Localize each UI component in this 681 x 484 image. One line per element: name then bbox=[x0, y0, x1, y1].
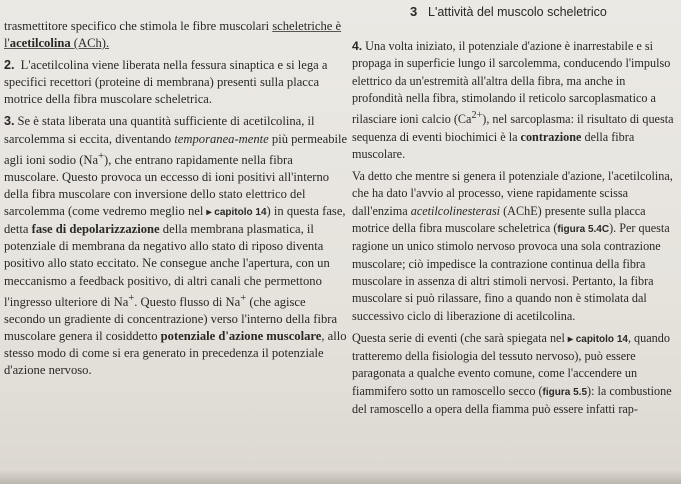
intro-text-1: trasmettitore specifico che stimola le fibre muscolari bbox=[4, 19, 270, 33]
acetilcolina-term: acetilcolina bbox=[9, 36, 71, 51]
paragraph-3-number: 3. bbox=[4, 114, 15, 129]
paragraph-3-italic: temporanea-mente bbox=[174, 131, 269, 146]
page-edge-shadow bbox=[0, 470, 681, 484]
sodium-charge-1: + bbox=[98, 150, 105, 162]
figure-5-4c-reference[interactable]: figura 5.4C bbox=[557, 224, 610, 236]
ache-text-a: Va detto che mentre si genera il potenziale d'azione, l'acetilcolina, che ha dato l'avvio al processo, viene rapidamente scissa dall'enzima bbox=[352, 169, 673, 218]
paragraph-3-text-a: Se è stata liberata una quantità sufficiente di acetilcolina, il sarcolemma si eccita, diventando bbox=[4, 114, 315, 146]
ache-text-c: ). Per questa ragione un unico stimolo nervoso provoca una sola contrazione muscolare; ciò impedisce la contrazione continua della fibra muscolare in assenza di altri stimoli nervosi. Pertanto, la fibra muscolare si può rilassare, fino a quando non è stimolata dal successivo ciclo di liberazione di acetilcolina. bbox=[352, 221, 670, 323]
paragraph-ache bbox=[352, 168, 674, 325]
paragraph-3-text-d: ) in questa fase, detta bbox=[4, 204, 346, 237]
paragraph-2 bbox=[4, 57, 349, 108]
paragraph-4-text-a: Una volta iniziato, il potenziale d'azione è inarrestabile e si propaga in superficie lungo il sarcolemma, conducendo l'impulso elettrico da un'estremità all'altra della fibra, ma anche in profondità nella fibra, stimolando il reticolo sarcoplasmatico a rilasciare ioni calcio (Ca bbox=[352, 39, 671, 127]
paragraph-3-text-f: . Questo flusso di Na bbox=[134, 294, 241, 309]
contraction-term: contrazione bbox=[520, 129, 582, 144]
section-title: L'attività del muscolo scheletrico bbox=[428, 5, 607, 19]
paragraph-2-number: 2. bbox=[4, 58, 15, 73]
sodium-charge-3: + bbox=[240, 292, 247, 304]
paragraph-analogy bbox=[352, 330, 674, 418]
paragraph-3-text-e: della membrana plasmatica, il potenziale di membrana da negativo allo stato di riposo diventa positivo allo stato eccitato. Ne consegue anche l'apertura, con un meccanismo a feedback positivo, di altri canali che permettono l'ingresso ulteriore di Na bbox=[4, 222, 330, 309]
calcium-charge: 2+ bbox=[471, 110, 483, 122]
section-number: 3 bbox=[410, 4, 418, 19]
chapter-14-reference-2[interactable]: ▸ capitolo 14 bbox=[567, 333, 628, 345]
chapter-14-reference[interactable]: ▸ capitolo 14 bbox=[206, 207, 267, 219]
figure-5-5-reference[interactable]: figura 5.5 bbox=[542, 386, 588, 398]
analogy-text-c: ): la combustione del ramoscello a opera della fiamma può essere infatti rap- bbox=[352, 383, 672, 416]
action-potential-term: potenziale d'azione muscolare bbox=[160, 328, 322, 343]
paragraph-3-text-b: più permeabile agli ioni sodio (Na bbox=[4, 131, 348, 167]
paragraph-4-text-b: ), nel sarcoplasma: il risultato di questa sequenza di eventi biochimici è la bbox=[352, 112, 674, 144]
right-column bbox=[352, 38, 674, 423]
intro-text-2: scheletriche è l' bbox=[4, 19, 342, 51]
ache-text-b: (AChE) presente sulla placca motrice della fibra muscolare scheletrica ( bbox=[352, 203, 646, 236]
paragraph-3-text-g: (che agisce secondo un gradiente di concentrazione) verso l'interno della fibra muscolare genera il cosiddetto bbox=[4, 294, 338, 343]
intro-paragraph bbox=[4, 18, 349, 52]
left-column bbox=[4, 18, 349, 384]
paragraph-3-text-c: ), che entrano rapidamente nella fibra muscolare. Questo provoca un eccesso di ioni positivi all'interno della fibra muscolare con inversione dello stato elettrico del sarcolemma (come vedremo meglio nel bbox=[4, 152, 330, 219]
ache-enzyme-term: acetilcolinesterasi bbox=[410, 203, 501, 218]
sodium-charge-2: + bbox=[128, 292, 135, 304]
section-header bbox=[400, 4, 681, 24]
paragraph-2-text: L'acetilcolina viene liberata nella fessura sinaptica e si lega a specifici recettori (proteine di membrana) presenti sulla placca motrice della fibra muscolare scheletrica. bbox=[4, 58, 328, 107]
paragraph-4 bbox=[352, 38, 674, 163]
depolarization-term: fase di depolarizzazione bbox=[31, 222, 160, 237]
paragraph-3 bbox=[4, 113, 349, 379]
analogy-text-a: Questa serie di eventi (che sarà spiegata nel bbox=[352, 330, 568, 345]
analogy-text-b: , quando tratteremo della fisiologia del tessuto nervoso), può essere paragonata a qualche evento comune, come l'accendere un fiammifero sotto un ramoscello secco ( bbox=[352, 330, 670, 398]
paragraph-4-text-c: della fibra muscolare. bbox=[352, 129, 635, 161]
paragraph-4-number: 4. bbox=[352, 39, 363, 53]
intro-text-3: (ACh). bbox=[70, 36, 110, 51]
paragraph-3-text-h: , allo stesso modo di come si era generato in precedenza il potenziale d'azione nervoso. bbox=[4, 328, 347, 378]
